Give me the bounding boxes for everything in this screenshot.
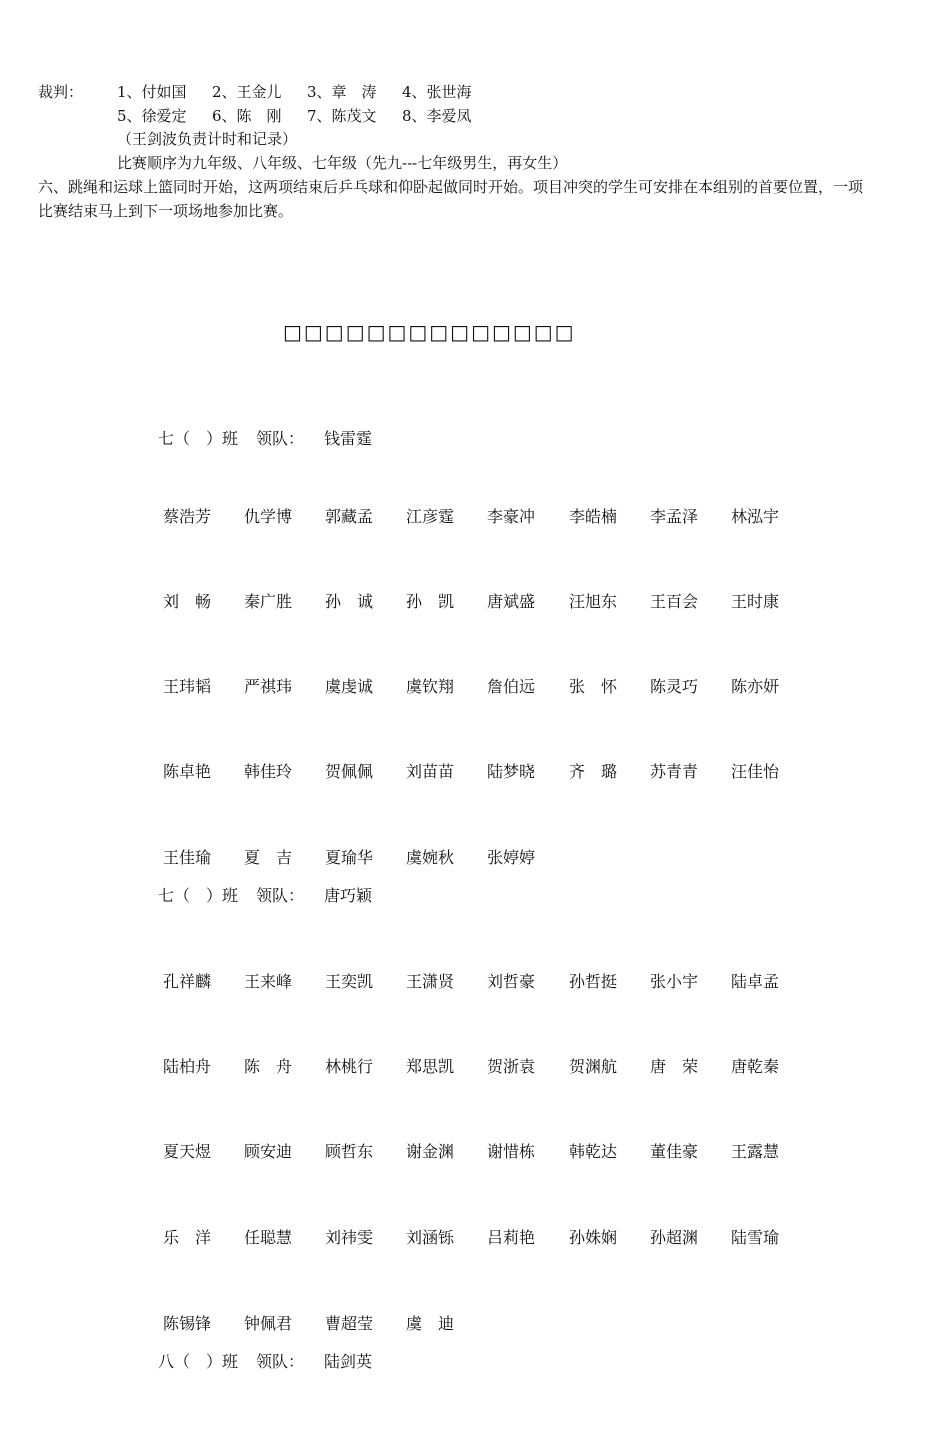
- student-name: 张小宇: [650, 972, 699, 991]
- judge-5: 5、徐爱定: [117, 107, 187, 125]
- competition-order: 比赛顺序为九年级、八年级、七年级（先九---七年级男生，再女生）: [117, 154, 568, 172]
- class-label: 七（ ）班: [158, 429, 239, 448]
- student-name: 唐斌盛: [487, 592, 536, 611]
- student-name: 刘 畅: [163, 592, 212, 611]
- student-name: 吕莉艳: [487, 1228, 536, 1247]
- judge-7: 7、陈茂文: [307, 107, 377, 125]
- leader-name: 陆剑英: [324, 1352, 373, 1371]
- judge-3: 3、章 涛: [307, 83, 377, 101]
- team-header: [158, 886, 372, 906]
- student-name: 曹超莹: [325, 1314, 374, 1333]
- leader-label: 领队：: [256, 886, 305, 905]
- student-name: 汪佳怡: [731, 762, 780, 781]
- student-name: 王潇贤: [406, 972, 455, 991]
- student-name: 陆柏舟: [163, 1057, 212, 1076]
- student-name: 李豪冲: [487, 507, 536, 526]
- student-name: 孙姝娴: [569, 1228, 618, 1247]
- student-name: 王露慧: [731, 1142, 780, 1161]
- student-name: 夏瑜华: [325, 848, 374, 867]
- student-name: 王佳瑜: [163, 848, 212, 867]
- student-name: 王时康: [731, 592, 780, 611]
- student-name: 陆雪瑜: [731, 1228, 780, 1247]
- leader-label: 领队：: [256, 429, 305, 448]
- student-name: 谢惜栋: [487, 1142, 536, 1161]
- student-name: 谢金渊: [406, 1142, 455, 1161]
- student-name: 陈灵巧: [650, 677, 699, 696]
- student-name: 孙哲挺: [569, 972, 618, 991]
- leader-name: 唐巧颖: [324, 886, 373, 905]
- student-name: 孙超渊: [650, 1228, 699, 1247]
- section6-line2: 比赛结束马上到下一项场地参加比赛。: [38, 202, 294, 220]
- judge-1: 1、付如国: [117, 83, 187, 101]
- section6-line1: 六、跳绳和运球上篮同时开始，这两项结束后乒乓球和仰卧起做同时开始。项目冲突的学生可安排在本组别的首要位置，一项: [38, 178, 864, 196]
- judge-2: 2、王金儿: [212, 83, 282, 101]
- student-name: 林桃行: [325, 1057, 374, 1076]
- student-name: 董佳豪: [650, 1142, 699, 1161]
- student-name: 顾哲东: [325, 1142, 374, 1161]
- student-name: 刘涵铄: [406, 1228, 455, 1247]
- student-name: 贺浙袁: [487, 1057, 536, 1076]
- student-name: 张 怀: [569, 677, 618, 696]
- leader-name: 钱雷霆: [324, 429, 373, 448]
- student-name: 孙 诚: [325, 592, 374, 611]
- judge-4: 4、张世海: [402, 83, 472, 101]
- class-label: 八（ ）班: [158, 1352, 239, 1371]
- student-name: 刘苗苗: [406, 762, 455, 781]
- student-name: 虞虔诚: [325, 677, 374, 696]
- student-name: 林泓宇: [731, 507, 780, 526]
- student-name: 苏青青: [650, 762, 699, 781]
- student-name: 蔡浩芳: [163, 507, 212, 526]
- student-name: 汪旭东: [569, 592, 618, 611]
- student-name: 孔祥麟: [163, 972, 212, 991]
- student-name: 郑思凯: [406, 1057, 455, 1076]
- student-name: 虞婉秋: [406, 848, 455, 867]
- student-name: 陈锡锋: [163, 1314, 212, 1333]
- student-name: 齐 璐: [569, 762, 618, 781]
- student-name: 詹伯远: [487, 677, 536, 696]
- student-name: 陈卓艳: [163, 762, 212, 781]
- student-name: 李皓楠: [569, 507, 618, 526]
- student-name: 韩乾达: [569, 1142, 618, 1161]
- student-name: 孙 凯: [406, 592, 455, 611]
- student-name: 陆卓孟: [731, 972, 780, 991]
- team-header: [158, 429, 372, 449]
- judge-6: 6、陈 刚: [212, 107, 282, 125]
- student-name: 刘祎雯: [325, 1228, 374, 1247]
- student-name: 王来峰: [244, 972, 293, 991]
- student-name: 江彦霆: [406, 507, 455, 526]
- student-name: 张婷婷: [487, 848, 536, 867]
- student-name: 王百会: [650, 592, 699, 611]
- student-name: 陈亦妍: [731, 677, 780, 696]
- team-header: [158, 1352, 372, 1372]
- student-name: 贺佩佩: [325, 762, 374, 781]
- student-name: 虞钦翔: [406, 677, 455, 696]
- student-name: 严祺玮: [244, 677, 293, 696]
- student-name: 秦广胜: [244, 592, 293, 611]
- timekeeper-note: （王剑波负责计时和记录）: [117, 130, 298, 148]
- student-name: 虞 迪: [406, 1314, 455, 1333]
- student-name: 韩佳玲: [244, 762, 293, 781]
- student-name: 李孟泽: [650, 507, 699, 526]
- student-name: 乐 洋: [163, 1228, 212, 1247]
- student-name: 郭藏孟: [325, 507, 374, 526]
- judge-8: 8、李爱凤: [402, 107, 472, 125]
- student-name: 钟佩君: [244, 1314, 293, 1333]
- student-name: 王奕凯: [325, 972, 374, 991]
- student-name: 刘哲豪: [487, 972, 536, 991]
- student-name: 夏 吉: [244, 848, 293, 867]
- student-name: 仇学博: [244, 507, 293, 526]
- student-name: 顾安迪: [244, 1142, 293, 1161]
- student-name: 唐 荣: [650, 1057, 699, 1076]
- student-name: 任聪慧: [244, 1228, 293, 1247]
- student-name: 唐乾秦: [731, 1057, 780, 1076]
- student-name: 陈 舟: [244, 1057, 293, 1076]
- leader-label: 领队：: [256, 1352, 305, 1371]
- student-name: 夏天煜: [163, 1142, 212, 1161]
- student-name: 陆梦晓: [487, 762, 536, 781]
- class-label: 七（ ）班: [158, 886, 239, 905]
- page-title: □□□□□□□□□□□□□□: [283, 320, 576, 344]
- judges-label: 裁判：: [38, 83, 84, 101]
- student-name: 王玮韬: [163, 677, 212, 696]
- student-name: 贺渊航: [569, 1057, 618, 1076]
